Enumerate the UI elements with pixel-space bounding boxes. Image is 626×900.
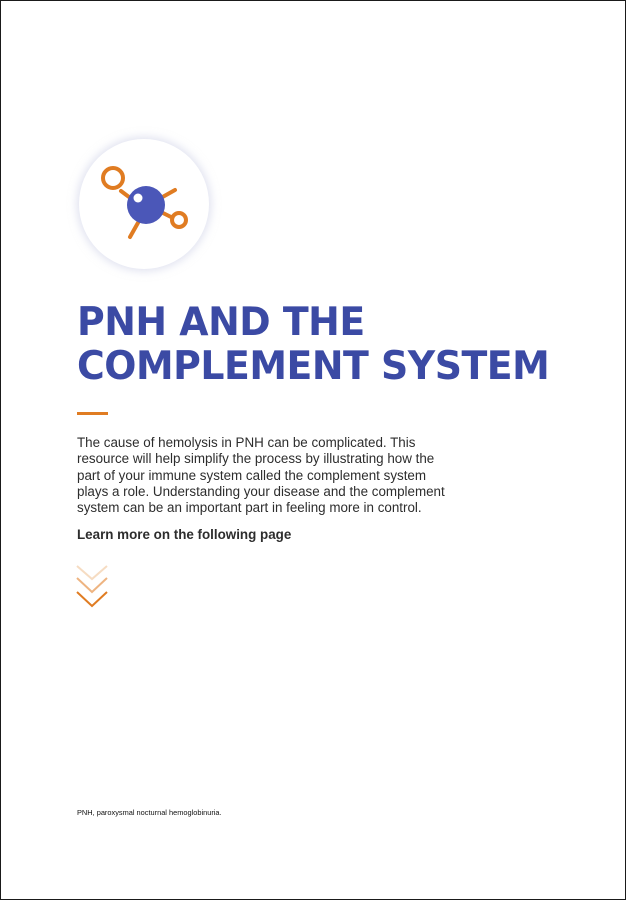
intro-line: resource will help simplify the process by illustrating how the [77, 451, 435, 467]
footnote: PNH, paroxysmal nocturnal hemoglobinuria. [77, 808, 222, 817]
page-title [77, 300, 550, 389]
intro-paragraph [77, 435, 477, 516]
molecule-icon [79, 139, 209, 269]
title-line: PNH AND THE [77, 300, 365, 345]
accent-divider [77, 412, 108, 415]
icon-badge [79, 139, 209, 269]
intro-line: system can be an important part in feeling more in control. [77, 500, 422, 516]
learn-more-text: Learn more on the following page [77, 527, 292, 542]
intro-line: plays a role. Understanding your disease and the complement [77, 483, 445, 499]
intro-line: part of your immune system called the complement system [77, 467, 427, 483]
title-line: COMPLEMENT SYSTEM [77, 344, 550, 389]
intro-line: The cause of hemolysis in PNH can be complicated. This [77, 435, 416, 450]
chevron-down-icon [75, 564, 109, 610]
